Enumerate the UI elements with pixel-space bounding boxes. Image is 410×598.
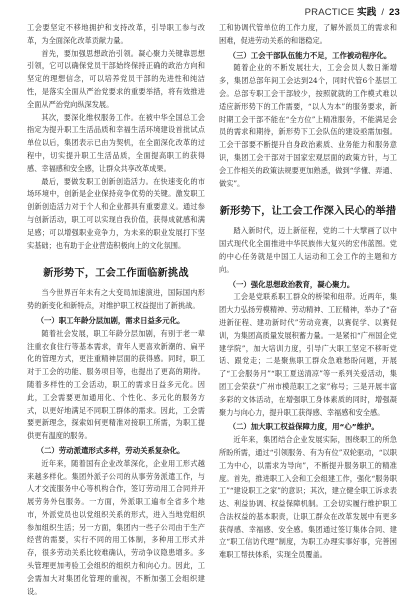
paragraph: 最后，要做发职工创新创造活力。在快速变化的市场环境中，创新是企业保持竞争优势的关键。激发职工创新创造活力对于个人和企业都具有重要意义。通过参与创新活动，职工可以实现自我价值，获得成就感和满足感；可以增强职业竞争力，为未来的职业发展打下坚实基础；也有助于企业营造积极向上的文化氛围。 <box>27 176 205 250</box>
paragraph: 踏入新时代，迈上新征程，党的二十大擘画了以中国式现代化全面推进中华民族伟大复兴的宏伟蓝图。党的中心任务就是中国工人运动和工会工作的主题和方向。 <box>219 226 397 274</box>
section-label-en: PRACTICE <box>304 7 355 18</box>
page-header <box>305 4 400 18</box>
paragraph: 其次，要深化维权服务工作。在被中华全国总工会指定为提升职工生活品质和幸福生活环境建设首批试点单位以后，集团表示已由为契机，在全面深化改革的过程中，切实提升职工生活品质，全面提高职工的获得感、幸福感和安全感，让群众共享改革成果。 <box>27 112 205 173</box>
subheading: （二）加大职工权益保障力度，用“心”维护。 <box>228 422 379 432</box>
section-heading: 新形势下，工会工作面临新挑战 <box>43 268 189 280</box>
subheading: （一）职工年龄分层加剧，需求日益多元化。 <box>36 315 185 325</box>
paragraph: 工和协调代管单位的工作力度，了解外派员工的需求和困难，促进劳动关系的和谐稳定。 <box>219 23 397 45</box>
paragraph: 工会是党联系职工群众的桥梁和纽带。近两年，集团大力弘扬劳模精神、劳动精神、工匠精神，举办了“奋进新征程、建功新时代”劳动竞赛，以赛促学、以赛促训，为集团高质量发展积蓄力量。一是紧扣“广州国企党建学院”，加大培训力度，引导广大职工坚定不移听党话、跟党走；二是聚焦职工群众急难愁盼问题，开展了“工会服务月”“职工夏送清凉”等一系列关爱活动，集团工会荣获“广州市模范职工之家”称号；三是开展丰富多彩的文体活动，在增强职工身体素质的同时，增强凝聚力与向心力，提升职工获得感、幸福感和安全感。 <box>219 292 397 417</box>
page-number: 23 <box>389 7 400 18</box>
subheading: （一）强化思想政治教育，凝心聚力。 <box>228 279 355 289</box>
paragraph: 首先，要加强思想政治引领。凝心聚力关键靠思想引领，它可以确保党员干部始终保持正确的政治方向和坚定的理想信念，可以培养党员干部的先进性和纯洁性，是落实全面从严治党要求的重要举措，将有效推进全面从严治党向纵深发展。 <box>27 48 205 109</box>
paragraph: 随着企业的不断发展壮大，工会会员人数日渐增多，集团总部年间工会达到24个，同时代管6个基层工会。总部专职工会干部较少，按照就就的工作模式难以适应新形势下的工作需要，“以人为本”的服务要求，新时期工会干部不能在“全方位”上精准服务，不能满足会员的需求和期待，新形势下工会队伍的建设亟需加强。工会干部要不断提升自身政治素质、业务能力和服务意识，集团工会干部对于国家宏观层面的政策方针，与工会工作相关的政策法规要更加熟悉，做到“学懂、弄通、做实”。 <box>219 63 397 188</box>
subheading: （二）劳动派遣形式多样，劳动关系复杂化。 <box>36 445 185 455</box>
section-label-cn: 实践 <box>357 7 377 18</box>
subheading: （三）工会干部队伍能力不足，工作被动程序化。 <box>228 50 392 60</box>
section-heading: 新形势下，让工会工作深入民心的举措 <box>219 206 397 218</box>
left-column <box>27 22 205 598</box>
header-separator: / <box>381 7 385 18</box>
paragraph: 工会要坚定不移地拥护和支持改革，引导职工参与改革，为全面深化改革贡献力量。 <box>27 23 205 45</box>
right-column <box>219 22 397 562</box>
paragraph: 近年来，随着国有企业改革深化，企业用工形式越来越多样化。集团外派子公司的从事劳务派遣工作，与人才交流服务中心等机构合作，签订劳动用工合同并开展劳务外包服务。一方面，外派职工遍布全省多个地市，外派党员也以党组织关系的形式，进入当地党组织参加组织生活；另一方面，集团内一些子公司由于生产经营的需要，实行不同的用工体制，多种用工形式并存，很多劳动关系比较难确认，劳动争议隐患增多。多头管理更加考验工会组织的组织力和向心力。因此，工会需加大对集团化管理的重视，不断加强工会组织建设。 <box>27 458 205 596</box>
paragraph: 近年来，集团结合企业发展实际，围绕职工的所急所盼所需，通过“引领服务、有为有位”双轮驱动，“以职工为中心，以需求为导向”，不断提升服务职工的精准度。首先，推进职工入会和工会组建工作，强化“服务职工”“建设职工之家”的意识；其次，建立健全职工诉求表达、利益协调、权益保障机制。工会切实履行维护职工合法权益的基本职责，让职工群众在改革发展中有更多获得感、幸福感、安全感。集团通过签订集体合同、建立“职工信访代理”制度，为职工办理实事好事，完善困难职工帮扶体系，实现全员覆盖。 <box>219 435 397 560</box>
paragraph: 当今世界百年未有之大变局加速演进，国际国内形势的新变化和新特点，对维护职工权益提出了新挑战。 <box>27 288 205 311</box>
paragraph: 随着社会发展，职工年龄分层加剧，有别于老一辈注重衣食住行等基本需求，青年人更喜欢新潮的、扁平化的管理方式，更注重精神层面的获得感。同时，职工对于工会的功能、服务项目等，也提出了更高的期待。随着多样性的工会活动，职工的需求日益多元化。因此，工会需要更加通用化、个性化、多元化的服务方式，以更好地满足不同职工群体的需求。因此，工会需要更新理念，探索如何更精准对接职工所需，为职工提供更有温度的服务。 <box>27 328 205 441</box>
